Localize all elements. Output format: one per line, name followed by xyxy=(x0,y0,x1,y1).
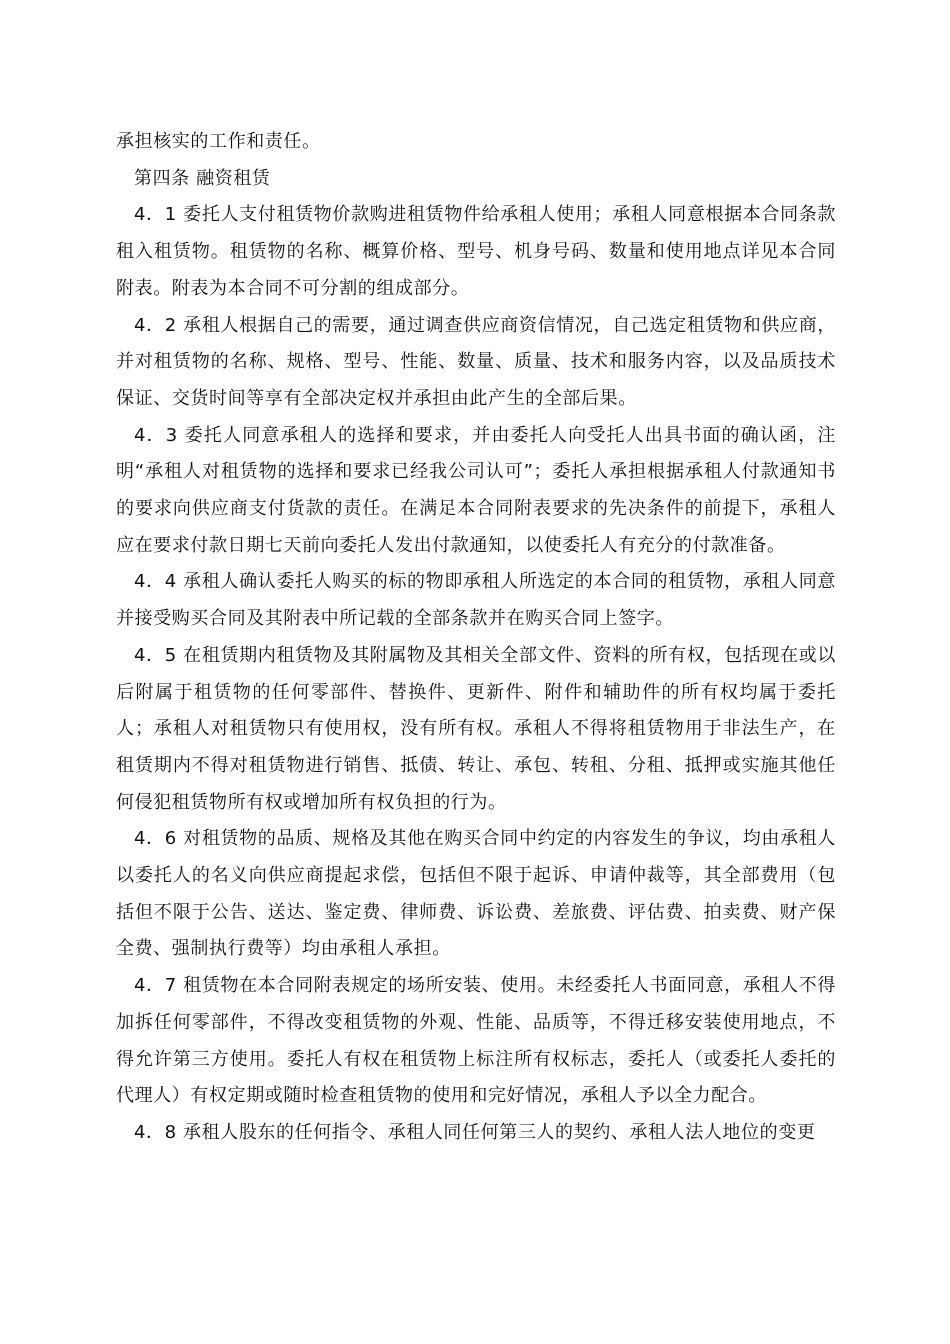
clause-4-3: 4．3 委托人同意承租人的选择和要求，并由委托人向受托人出具书面的确认函，注明“承租人对租赁物的选择和要求已经我公司认可”；委托人承担根据承租人付款通知书的要求向供应商支付货款的责任。在满足本合同附表要求的先决条件的前提下，承租人应在要求付款日期七天前向委托人发出付款通知，以使委托人有充分的付款准备。 xyxy=(116,424,836,556)
document-body xyxy=(116,124,836,1152)
clause-4-7: 4．7 租赁物在本合同附表规定的场所安装、使用。未经委托人书面同意，承租人不得加拆任何零部件，不得改变租赁物的外观、性能、品质等，不得迁移安装使用地点，不得允许第三方使用。委托人有权在租赁物上标注所有权标志，委托人（或委托人委托的代理人）有权定期或随时检查租赁物的使用和完好情况，承租人予以全力配合。 xyxy=(116,975,836,1107)
clause-4-8: 4．8 承租人股东的任何指令、承租人同任何第三人的契约、承租人法人地位的变更 xyxy=(134,1121,816,1143)
clause-4-1: 4．1 委托人支付租赁物价款购进租赁物件给承租人使用；承租人同意根据本合同条款租入租赁物。租赁物的名称、概算价格、型号、机身号码、数量和使用地点详见本合同附表。附表为本合同不可分割的组成部分。 xyxy=(116,204,836,299)
clause-4-6: 4．6 对租赁物的品质、规格及其他在购买合同中约定的内容发生的争议，均由承租人以委托人的名义向供应商提起求偿，包括但不限于起诉、申请仲裁等，其全部费用（包括但不限于公告、送达、鉴定费、律师费、诉讼费、差旅费、评估费、拍卖费、财产保全费、强制执行费等）均由承租人承担。 xyxy=(116,828,836,960)
clause-4-2: 4．2 承租人根据自己的需要，通过调查供应商资信情况，自己选定租赁物和供应商，并对租赁物的名称、规格、型号、性能、数量、质量、技术和服务内容，以及品质技术保证、交货时间等享有全部决定权并承担由此产生的全部后果。 xyxy=(116,314,836,409)
article-heading: 第四条 融资租赁 xyxy=(134,167,271,189)
clause-4-5: 4．5 在租赁期内租赁物及其附属物及其相关全部文件、资料的所有权，包括现在或以后附属于租赁物的任何零部件、替换件、更新件、附件和辅助件的所有权均属于委托人；承租人对租赁物只有使用权，没有所有权。承租人不得将租赁物用于非法生产，在租赁期内不得对租赁物进行销售、抵债、转让、承包、转租、分租、抵押或实施其他任何侵犯租赁物所有权或增加所有权负担的行为。 xyxy=(116,644,836,813)
paragraph-continuation: 承担核实的工作和责任。 xyxy=(116,131,321,152)
clause-4-4: 4．4 承租人确认委托人购买的标的物即承租人所选定的本合同的租赁物，承租人同意并接受购买合同及其附表中所记载的全部条款并在购买合同上签字。 xyxy=(116,571,836,630)
